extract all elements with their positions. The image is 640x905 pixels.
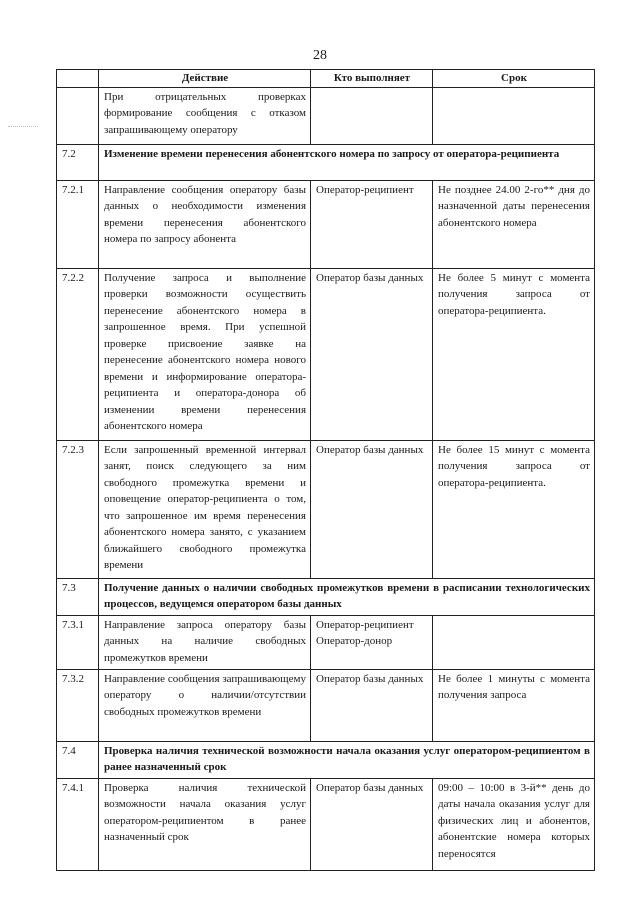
row-num: 7.2.3 — [57, 440, 99, 578]
row-num: 7.4.1 — [57, 778, 99, 870]
header-action: Действие — [99, 70, 311, 88]
section-row — [57, 578, 595, 615]
row-action: Проверка наличия технической возможности начала оказания услуг оператором-реципиентом в ранее назначенный срок — [99, 778, 311, 870]
section-title: Изменение времени перенесения абонентского номера по запросу от оператора-реципиента — [99, 144, 595, 180]
table-header-row — [57, 70, 595, 88]
row-num: 7.2.2 — [57, 268, 99, 440]
row-deadline: Не более 1 минуты с момента получения запроса — [433, 669, 595, 741]
row-deadline — [433, 87, 595, 144]
page-number: 28 — [313, 48, 327, 63]
row-performer: Оператор-реципиент — [311, 180, 433, 268]
section-title: Получение данных о наличии свободных промежутков времени в расписании технологических процессов, ведущемся оператором базы данных — [99, 578, 595, 615]
row-num — [57, 87, 99, 144]
row-action: Получение запроса и выполнение проверки возможности осуществить перенесение абонентского номера в запрошенное время. При успешной проверке присвоение заявке на перенесение абонентского номера нового времени и информирование оператора-реципиента и оператора-донора об изменении времени перенесения абонентского номера — [99, 268, 311, 440]
table-row — [57, 87, 595, 144]
row-action: Направление запроса оператору базы данных на наличие свободных промежутков времени — [99, 615, 311, 669]
procedure-table — [56, 69, 595, 871]
section-num: 7.4 — [57, 741, 99, 778]
row-deadline: Не более 5 минут с момента получения запроса от оператора-реципиента. — [433, 268, 595, 440]
row-num: 7.2.1 — [57, 180, 99, 268]
row-performer — [311, 87, 433, 144]
row-num: 7.3.1 — [57, 615, 99, 669]
row-action: При отрицательных проверках формирование сообщения с отказом запрашивающему оператору — [99, 87, 311, 144]
row-performer: Оператор базы данных — [311, 440, 433, 578]
row-performer: Оператор базы данных — [311, 268, 433, 440]
header-deadline: Срок — [433, 70, 595, 88]
row-performer: Оператор-реципиент Оператор-донор — [311, 615, 433, 669]
table-row — [57, 615, 595, 669]
table-row — [57, 268, 595, 440]
table-row — [57, 669, 595, 741]
row-deadline: 09:00 – 10:00 в 3-й** день до даты начала оказания услуг для физических лиц и абонентов, абонентские номера которых переносятся — [433, 778, 595, 870]
section-row — [57, 144, 595, 180]
row-performer: Оператор базы данных — [311, 778, 433, 870]
scan-artifact — [8, 126, 38, 128]
row-action: Направление сообщения запрашивающему оператору о наличии/отсутствии свободных промежутков времени — [99, 669, 311, 741]
row-deadline — [433, 615, 595, 669]
row-deadline: Не более 15 минут с момента получения запроса от оператора-реципиента. — [433, 440, 595, 578]
row-action: Если запрошенный временной интервал занят, поиск следующего за ним свободного промежутка времени и оповещение оператор-реципиента о том, что запрошенное им время перенесения абонентского номера занято, с указанием ближайшего свободного промежутка времени — [99, 440, 311, 578]
table-row — [57, 180, 595, 268]
header-num — [57, 70, 99, 88]
row-performer: Оператор базы данных — [311, 669, 433, 741]
table-row — [57, 778, 595, 870]
table-row — [57, 440, 595, 578]
section-title: Проверка наличия технической возможности начала оказания услуг оператором-реципиентом в ранее назначенный срок — [99, 741, 595, 778]
row-deadline: Не позднее 24.00 2-го** дня до назначенной даты перенесения абонентского номера — [433, 180, 595, 268]
header-performer: Кто выполняет — [311, 70, 433, 88]
section-num: 7.3 — [57, 578, 99, 615]
row-num: 7.3.2 — [57, 669, 99, 741]
row-action: Направление сообщения оператору базы данных о необходимости изменения времени перенесения абонентского номера по запросу абонента — [99, 180, 311, 268]
section-num: 7.2 — [57, 144, 99, 180]
section-row — [57, 741, 595, 778]
